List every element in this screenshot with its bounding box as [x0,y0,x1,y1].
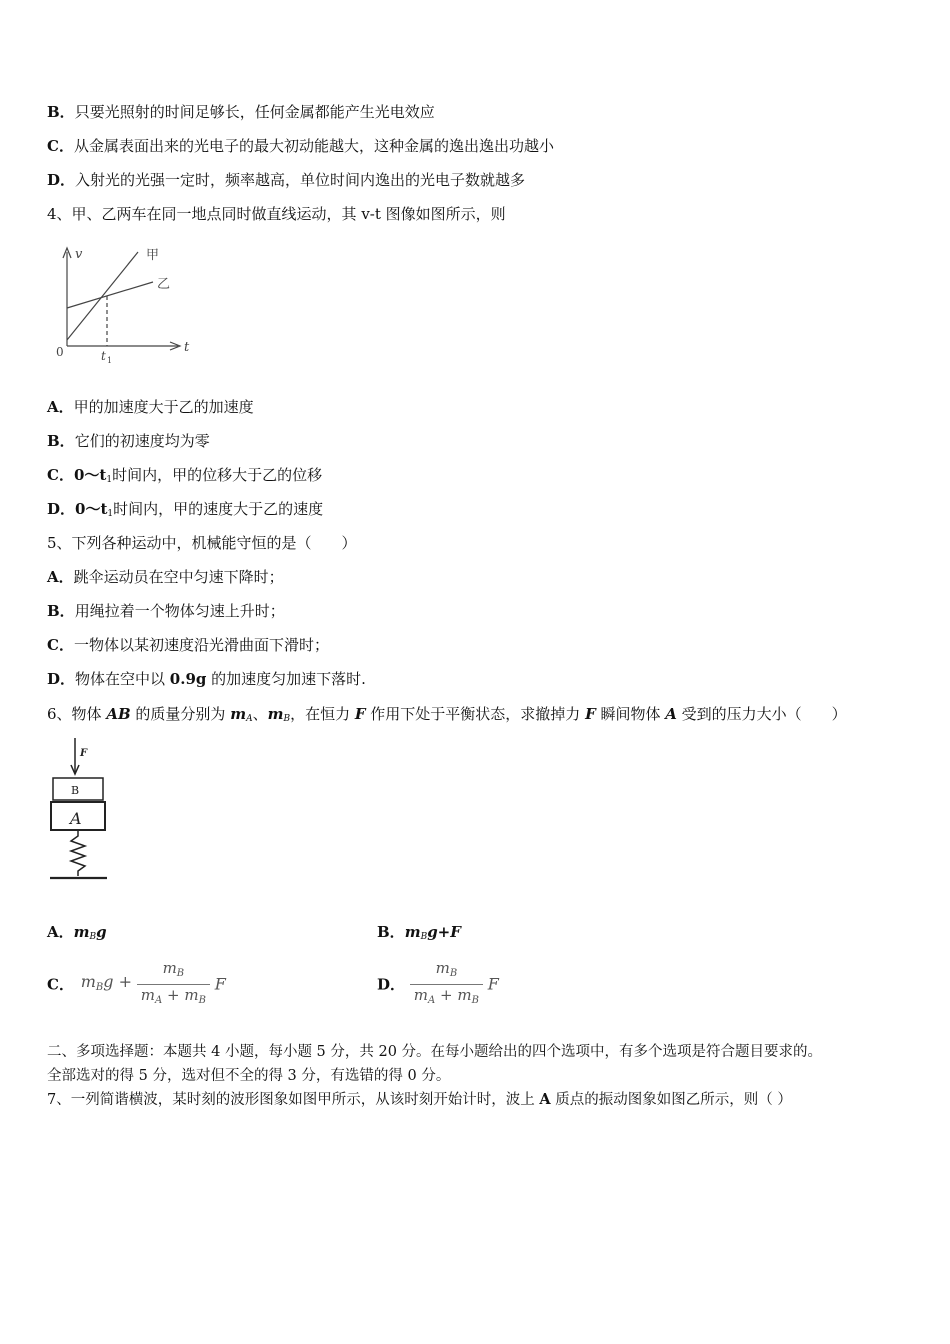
t1-label: t [101,349,106,363]
fraction [410,958,483,1011]
q4-option-a [47,397,254,417]
q5-option-b [47,601,285,621]
force-label: F [80,748,88,759]
var-m: m [73,923,90,941]
den-m2: m [457,986,472,1004]
den-subscript-1: A [155,995,163,1006]
option-text: 甲的加速度大于乙的加速度 [73,398,254,416]
option-text: 一物体以某初速度沿光滑曲面下滑时； [73,636,329,654]
var-m-subscript: B [89,932,97,942]
option-range-subscript: 1 [106,475,113,485]
var-a: A [539,1091,551,1108]
q6-option-c [47,958,226,1011]
q6-option-d [377,958,499,1011]
option-letter: C． [47,975,74,994]
option-letter: C． [47,466,74,484]
q3-option-b [47,102,435,122]
den-m1: m [140,986,156,1004]
var-ma-subscript: A [246,714,253,724]
var-ma: m [230,705,247,723]
option-letter: D． [47,500,76,518]
var-m: m [80,971,96,991]
var-m-subscript: B [95,981,104,993]
stem-text: 受到的压力大小（ ） [676,705,847,723]
var-mb-subscript: B [283,714,291,724]
option-text: 只要光照射的时间足够长，任何金属都能产生光电效应 [74,103,435,121]
stem-text: 瞬间物体 [595,705,666,723]
den-plus: + [162,986,185,1004]
stem-text: 7、一列简谐横波，某时刻的波形图象如图甲所示，从该时刻开始计时，波上 [47,1092,540,1108]
option-letter: B． [47,432,75,450]
den-subscript-2: B [198,995,206,1006]
var-rest: g+F [427,923,461,941]
option-text: 的加速度匀加速下落时. [206,670,366,688]
q5-option-a [47,567,284,587]
den-m2: m [184,986,199,1004]
den-subscript-2: B [471,995,479,1006]
var-f: F [214,974,226,994]
var-m-subscript: B [420,932,428,942]
block-b-label: B [71,784,80,797]
var-g: g + [103,971,132,991]
q6-stem [47,704,847,729]
stem-text: ，在恒力 [290,705,355,723]
var-ab: AB [106,705,131,723]
num-subscript: B [449,968,458,979]
var-f: F [354,705,366,723]
spring-blocks-figure [45,736,115,886]
q4-option-c [47,465,322,490]
option-range: 0～t [75,500,108,518]
option-text: 它们的初速度均为零 [74,432,210,450]
option-text-pre: 物体在空中以 [75,670,170,688]
option-letter: A． [47,398,74,416]
stem-text: 质点的振动图象如图乙所示，则（ ） [550,1092,792,1108]
acceleration-value: 0.9g [169,670,207,688]
q3-option-c [47,136,554,156]
vt-graph-figure [50,240,210,365]
q5-stem: 5、下列各种运动中，机械能守恒的是（ ） [47,534,357,552]
fraction [137,958,210,1011]
q5-option-d [47,669,366,689]
block-a-label: A [70,809,82,828]
num-subscript: B [176,968,185,979]
q5-option-c [47,635,329,655]
option-letter: B． [47,103,75,121]
option-range-subscript: 1 [107,509,114,519]
fraction-denominator [137,985,210,1011]
option-letter: D． [47,670,76,688]
option-letter: A． [47,923,74,941]
q6-option-b [377,922,461,947]
fraction-numerator [410,958,483,985]
den-m1: m [413,986,429,1004]
jia-label: 甲 [146,248,160,263]
q4-option-b [47,431,210,451]
option-letter: A． [47,568,74,586]
separator: 、 [252,705,268,723]
var-f: F [487,974,499,994]
option-letter: C． [47,636,74,654]
q6-option-a [47,922,107,947]
fraction-numerator [137,958,210,985]
q4-option-d [47,499,323,524]
num-m: m [435,959,450,977]
line-jia [67,252,138,340]
var-a: A [665,705,677,723]
stem-text: 作用下处于平衡状态，求撤掉力 [365,705,586,723]
option-text: 用绳拉着一个物体匀速上升时； [74,602,285,620]
stem-text: 6、物体 [47,705,107,723]
option-text: 从金属表面出来的光电子的最大初动能越大，这种金属的逸出逸出功越小 [73,137,554,155]
yi-label: 乙 [157,277,171,292]
q7-stem [47,1090,792,1110]
q4-stem: 4、甲、乙两车在同一地点同时做直线运动，其 v-t 图像如图所示，则 [47,205,506,223]
option-letter: C． [47,137,74,155]
formula-term [81,972,132,991]
q3-option-d [47,170,525,190]
spring [71,830,85,876]
section-2-heading-line-2: 全部选对的得 5 分，选对但不全的得 3 分，有选错的得 0 分。 [47,1068,451,1084]
origin-label: 0 [56,345,64,359]
option-letter: B． [47,602,75,620]
num-m: m [162,959,177,977]
fraction-denominator [410,985,483,1011]
var-mb: m [267,705,284,723]
t-axis-label: t [184,340,190,355]
option-letter: B． [377,923,405,941]
option-text: 时间内，甲的位移大于乙的位移 [112,466,323,484]
option-letter: D． [377,975,406,994]
option-text: 跳伞运动员在空中匀速下降时； [73,568,284,586]
var-f: F [585,705,596,723]
option-text: 入射光的光强一定时，频率越高，单位时间内逸出的光电子数就越多 [75,171,526,189]
option-text: 时间内，甲的速度大于乙的速度 [113,500,324,518]
section-2-heading-line-1: 二、多项选择题：本题共 4 小题，每小题 5 分，共 20 分。在每小题给出的四个选项中，有多个选项是符合题目要求的。 [47,1044,823,1060]
option-range: 0～t [73,466,107,484]
stem-text: 的质量分别为 [130,705,231,723]
var-g: g [96,923,107,941]
v-axis-label: v [75,247,83,262]
var-m: m [404,923,421,941]
option-letter: D． [47,171,76,189]
t1-subscript: 1 [107,356,113,365]
den-plus: + [435,986,458,1004]
den-subscript-1: A [428,995,436,1006]
